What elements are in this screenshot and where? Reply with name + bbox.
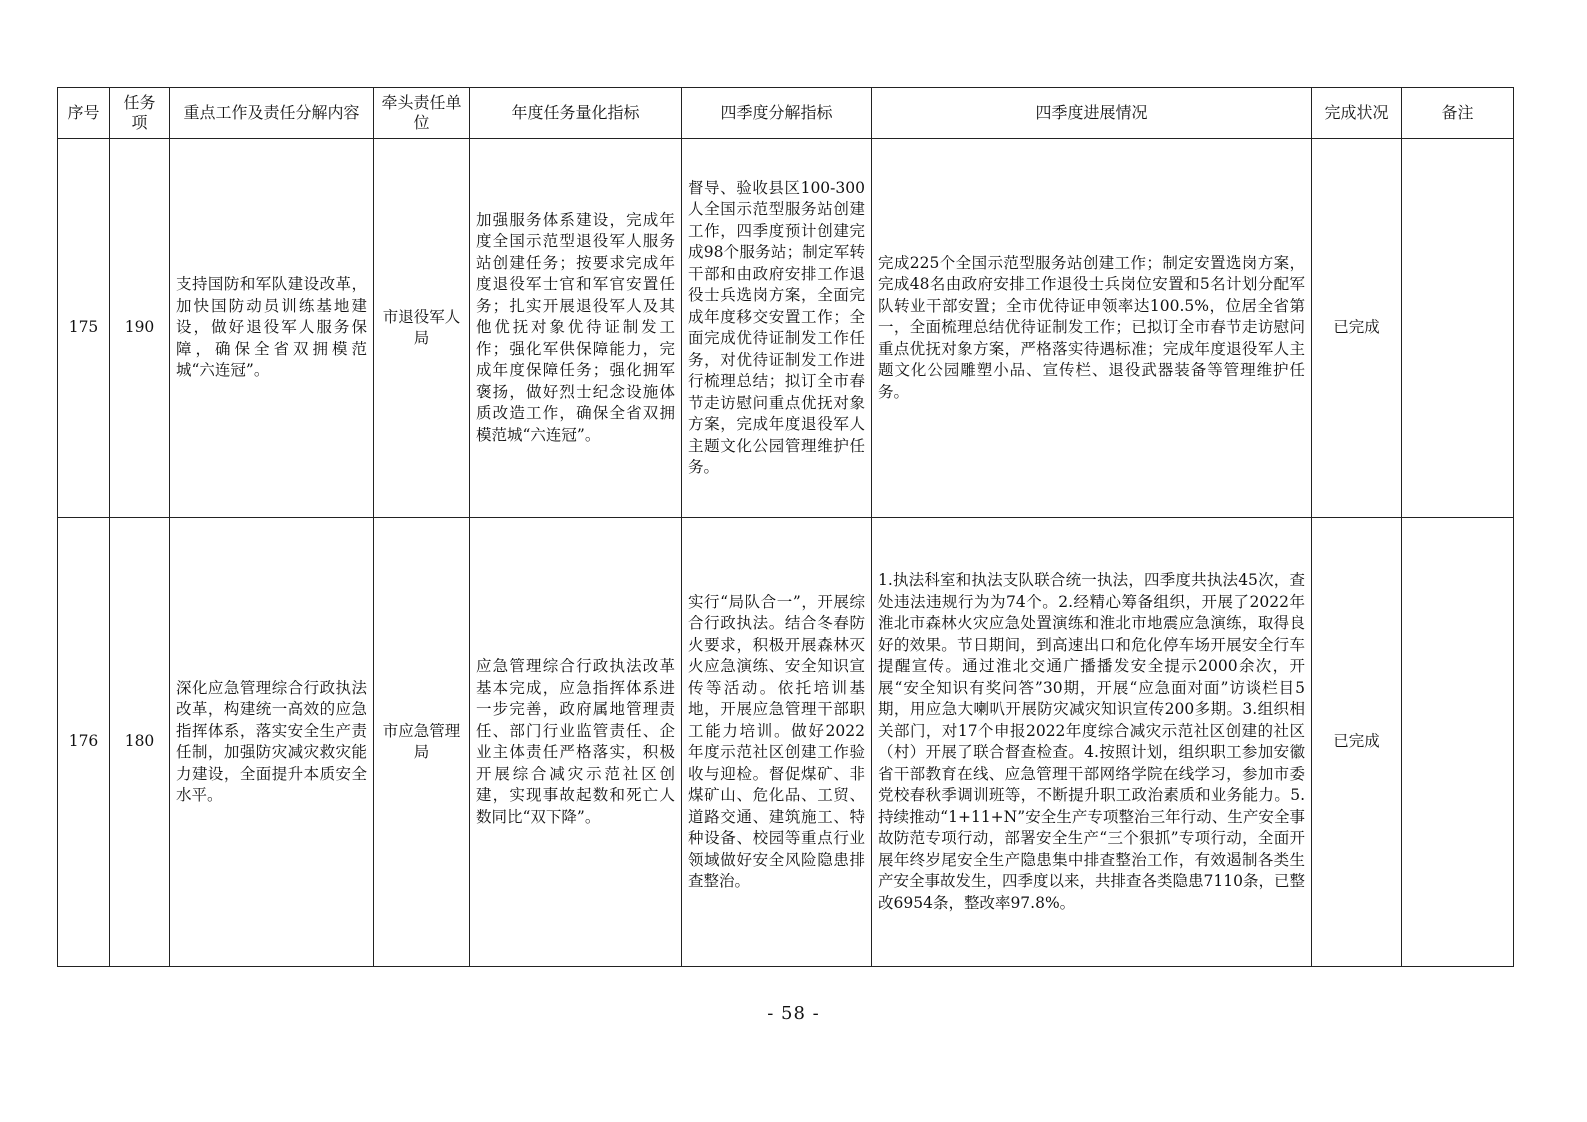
header-q4-progress: 四季度进展情况 bbox=[872, 88, 1312, 139]
cell-q4-progress: 完成225个全国示范型服务站创建工作；制定安置选岗方案，完成48名由政府安排工作退役士兵岗位安置和5名计划分配军队转业干部安置；全市优待证申领率达100.5%，位居全省第一，全面梳理总结优待证制发工作；已拟订全市春节走访慰问重点优抚对象方案，严格落实待遇标准；完成年度退役军人主题文化公园雕塑小品、宣传栏、退役武器装备等管理维护任务。 bbox=[872, 139, 1312, 518]
cell-status: 已完成 bbox=[1312, 139, 1402, 518]
header-status: 完成状况 bbox=[1312, 88, 1402, 139]
cell-annual-target: 加强服务体系建设，完成年度全国示范型退役军人服务站创建任务；按要求完成年度退役军士官和军官安置任务；扎实开展退役军人及其他优抚对象优待证制发工作；强化军供保障能力，完成年度保障任务；强化拥军褒扬，做好烈士纪念设施体质改造工作，确保全省双拥模范城“六连冠”。 bbox=[470, 139, 682, 518]
cell-remark bbox=[1402, 518, 1514, 967]
cell-status: 已完成 bbox=[1312, 518, 1402, 967]
cell-content: 支持国防和军队建设改革，加快国防动员训练基地建设，做好退役军人服务保障，确保全省双拥模范城“六连冠”。 bbox=[170, 139, 374, 518]
cell-unit: 市应急管理局 bbox=[374, 518, 470, 967]
header-task-no: 任务项 bbox=[110, 88, 170, 139]
table-row bbox=[58, 518, 1514, 967]
cell-task-no: 190 bbox=[110, 139, 170, 518]
header-q4-target: 四季度分解指标 bbox=[682, 88, 872, 139]
cell-task-no: 180 bbox=[110, 518, 170, 967]
cell-q4-target: 督导、验收县区100-300人全国示范型服务站创建工作，四季度预计创建完成98个服务站；制定军转干部和由政府安排工作退役士兵选岗方案，全面完成年度移交安置工作；全面完成优待证制发工作任务，对优待证制发工作进行梳理总结；拟订全市春节走访慰问重点优抚对象方案，完成年度退役军人主题文化公园管理维护任务。 bbox=[682, 139, 872, 518]
cell-content: 深化应急管理综合行政执法改革，构建统一高效的应急指挥体系，落实安全生产责任制，加强防灾减灾救灾能力建设，全面提升本质安全水平。 bbox=[170, 518, 374, 967]
header-row bbox=[58, 88, 1514, 139]
header-seq: 序号 bbox=[58, 88, 110, 139]
task-table bbox=[57, 87, 1514, 967]
cell-seq: 176 bbox=[58, 518, 110, 967]
header-content: 重点工作及责任分解内容 bbox=[170, 88, 374, 139]
cell-seq: 175 bbox=[58, 139, 110, 518]
cell-q4-progress: 1.执法科室和执法支队联合统一执法，四季度共执法45次，查处违法违规行为为74个。2.经精心筹备组织，开展了2022年淮北市森林火灾应急处置演练和淮北市地震应急演练，取得良好的效果。节日期间，到高速出口和危化停车场开展安全行车提醒宣传。通过淮北交通广播播发安全提示2000余次，开展“安全知识有奖问答”30期，开展“应急面对面”访谈栏目5期，用应急大喇叭开展防灾减灾知识宣传200多期。3.组织相关部门，对17个申报2022年度综合减灾示范社区创建的社区（村）开展了联合督查检查。4.按照计划，组织职工参加安徽省干部教育在线、应急管理干部网络学院在线学习，参加市委党校春秋季调训班等，不断提升职工政治素质和业务能力。5.持续推动“1+11+N”安全生产专项整治三年行动、生产安全事故防范专项行动，部署安全生产“三个狠抓”专项行动，全面开展年终岁尾安全生产隐患集中排查整治工作，有效遏制各类生产安全事故发生，四季度以来，共排查各类隐患7110条，已整改6954条，整改率97.8%。 bbox=[872, 518, 1312, 967]
cell-q4-target: 实行“局队合一”，开展综合行政执法。结合冬春防火要求，积极开展森林灭火应急演练、安全知识宣传等活动。依托培训基地，开展应急管理干部职工能力培训。做好2022年度示范社区创建工作验收与迎检。督促煤矿、非煤矿山、危化品、工贸、道路交通、建筑施工、特种设备、校园等重点行业领域做好安全风险隐患排查整治。 bbox=[682, 518, 872, 967]
cell-unit: 市退役军人局 bbox=[374, 139, 470, 518]
page-number: - 58 - bbox=[767, 1003, 820, 1024]
header-annual-target: 年度任务量化指标 bbox=[470, 88, 682, 139]
cell-remark bbox=[1402, 139, 1514, 518]
table-row bbox=[58, 139, 1514, 518]
header-remark: 备注 bbox=[1402, 88, 1514, 139]
cell-annual-target: 应急管理综合行政执法改革基本完成，应急指挥体系进一步完善，政府属地管理责任、部门行业监管责任、企业主体责任严格落实，积极开展综合减灾示范社区创建，实现事故起数和死亡人数同比“双下降”。 bbox=[470, 518, 682, 967]
header-unit: 牵头责任单位 bbox=[374, 88, 470, 139]
